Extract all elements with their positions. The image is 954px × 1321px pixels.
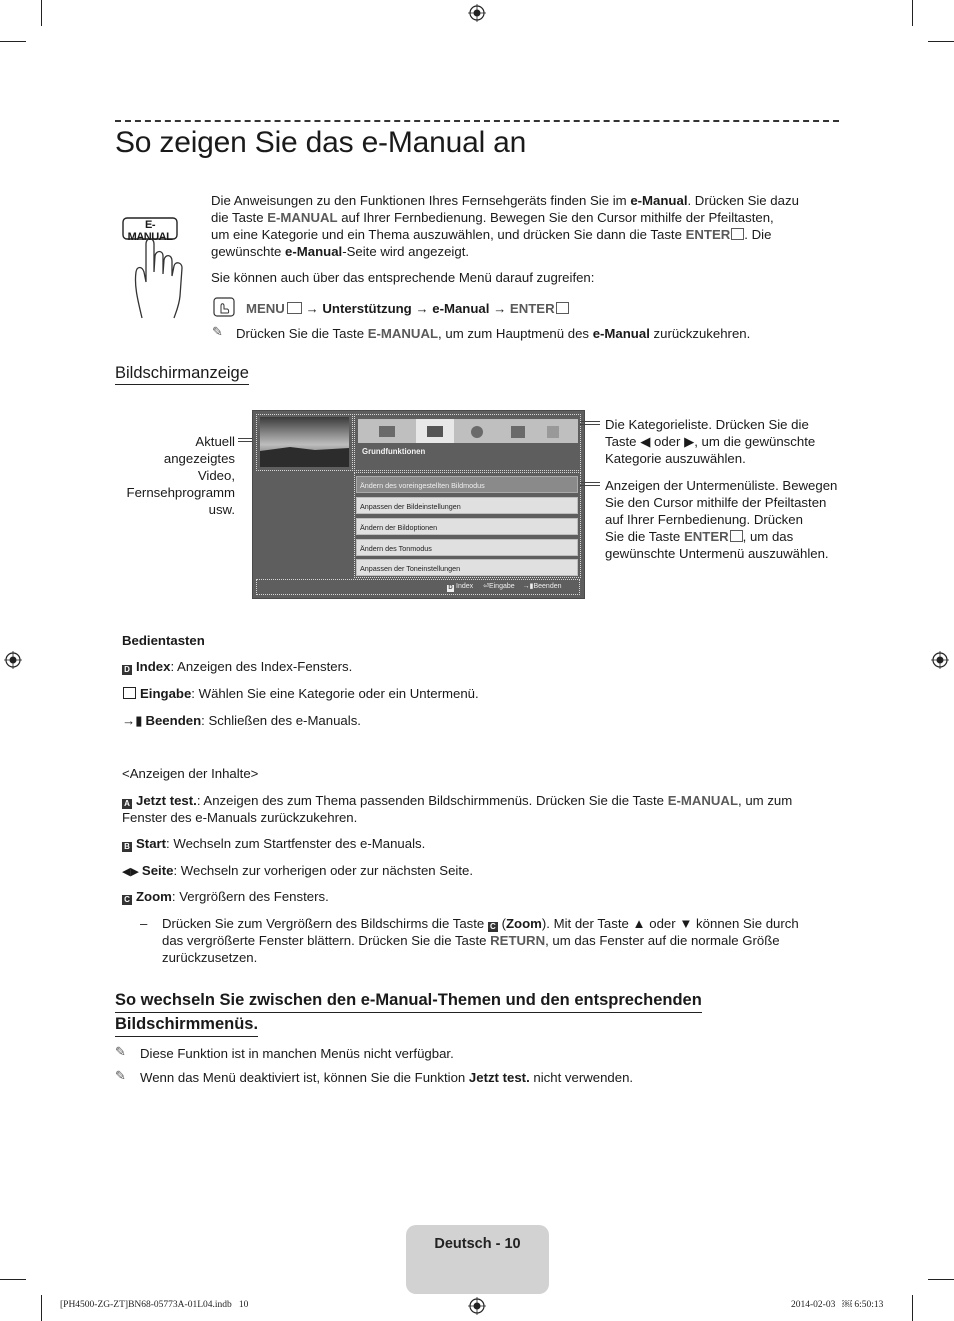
- zoom-note-dash: –: [140, 916, 148, 931]
- footer-file: [PH4500-ZG-ZT]BN68-05773A-01L04.indb 10: [60, 1300, 249, 1310]
- note-pencil-icon: ✎: [212, 324, 223, 339]
- callout-current-video: Aktuell angezeigtes Video, Fernsehprogramm usw.: [126, 434, 235, 517]
- enter-icon: [556, 302, 569, 314]
- submenu-item[interactable]: Ändern der Bildoptionen: [356, 518, 578, 535]
- note-pencil-icon: ✎: [115, 1044, 126, 1059]
- down-arrow-icon: ▼: [679, 916, 693, 931]
- category-icons: [371, 423, 581, 441]
- section-heading-screen: Bildschirmanzeige: [115, 364, 249, 385]
- note-menu-disabled: Wenn das Menü deaktiviert ist, können Sie die Funktion Jetzt test. nicht verwenden.: [140, 1070, 634, 1085]
- note-return-main: Drücken Sie die Taste E-MANUAL, um zum Hauptmenü des e-Manual zurückzukehren.: [236, 326, 751, 341]
- intro-paragraph: Die Anweisungen zu den Funktionen Ihres Fernsehgeräts finden Sie im e-Manual. Drücken Sie dazu die Taste E-MANUAL auf Ihrer Fernbedienung. Bewegen Sie den Cursor mithilfe der Pfeiltasten, um eine Kategorie und ein Thema auszuwählen, und drücken Sie dann die Taste ENTER . Die gewünschte e-Manual-Seite wird angezeigt.: [211, 193, 799, 259]
- key-index-row: D Index: Anzeigen des Index-Fensters.: [122, 658, 352, 675]
- note-pencil-icon: ✎: [115, 1068, 126, 1083]
- c-key-icon: C: [122, 895, 132, 905]
- a-key-icon: A: [122, 799, 132, 809]
- c-key-icon: C: [488, 922, 498, 932]
- crop-mark: [912, 0, 913, 26]
- crop-mark: [928, 41, 954, 42]
- callout-submenu-list: Anzeigen der Untermenüliste. Bewegen Sie den Cursor mithilfe der Pfeiltasten auf Ihrer Fernbedienung. Drücken Sie die Taste ENTER , um das gewünschte Untermenü auszuwählen.: [605, 478, 838, 561]
- registration-mark-icon: [4, 651, 22, 669]
- enter-icon: [123, 687, 136, 699]
- crop-mark: [928, 1279, 954, 1280]
- crop-mark: [41, 1295, 42, 1321]
- left-arrow-icon: ◀: [640, 434, 651, 449]
- home-row: B Start: Wechseln zum Startfenster des e-Manuals.: [122, 835, 425, 852]
- page-row: ◀▶ Seite: Wechseln zur vorherigen oder zur nächsten Seite.: [122, 863, 474, 878]
- intro-access-text: Sie können auch über das entsprechende Menü darauf zugreifen:: [211, 270, 595, 285]
- up-arrow-icon: ▲: [632, 916, 646, 931]
- try-now-row: A Jetzt test.: Anzeigen des zum Thema passenden Bildschirmmenüs. Drücken Sie die Taste E-MANUAL, um zum Fenster des e-Manuals zurückzukehren.: [122, 793, 793, 825]
- submenu-item[interactable]: Anpassen der Bildeinstellungen: [356, 497, 578, 514]
- enter-icon: [731, 228, 744, 240]
- d-key-icon: D: [122, 665, 132, 675]
- bottom-bar-enter[interactable]: Eingabe: [488, 583, 515, 590]
- registration-mark-icon: [468, 4, 486, 22]
- right-arrow-icon: ▶: [684, 434, 695, 449]
- remote-touch-icon: [213, 297, 235, 317]
- registration-mark-icon: [468, 1297, 486, 1315]
- keys-heading: Bedientasten: [122, 633, 205, 648]
- emanual-screen-mockup: [252, 410, 585, 599]
- zoom-row: C Zoom: Vergrößern des Fensters.: [122, 888, 329, 905]
- footer-date: 2014-02-03 ￼ 6:50:13: [791, 1300, 884, 1310]
- crop-mark: [0, 1279, 26, 1280]
- bottom-bar: D Index ⏎Eingabe →▮Beenden: [448, 583, 562, 591]
- exit-icon: →▮: [122, 713, 143, 728]
- callout-leader: [580, 482, 600, 486]
- exit-icon: →▮: [522, 583, 534, 590]
- e-manual-button-label: E-MANUAL: [127, 219, 173, 243]
- submenu-item[interactable]: Anpassen der Toneinstellungen: [356, 559, 578, 576]
- crop-mark: [41, 0, 42, 26]
- callout-category-list: Die Kategorieliste. Drücken Sie die Taste ◀ oder ▶, um die gewünschte Kategorie auszuwählen.: [605, 417, 816, 466]
- left-right-arrow-icon: ◀▶: [122, 866, 139, 878]
- crop-mark: [912, 1295, 913, 1321]
- page-number: Deutsch - 10: [434, 1236, 521, 1252]
- video-thumbnail-icon: [260, 417, 349, 467]
- submenu-item[interactable]: Ändern des Tonmodus: [356, 539, 578, 556]
- bottom-bar-index[interactable]: Index: [456, 583, 474, 590]
- b-key-icon: B: [122, 842, 132, 852]
- section-heading-switch: So wechseln Sie zwischen den e-Manual-Themen und den entsprechenden Bildschirmmenüs.: [115, 989, 702, 1037]
- menu-path: MENU → Unterstützung → e-Manual → ENTER: [246, 300, 569, 317]
- title-rule: [115, 120, 839, 122]
- key-exit-row: →▮ Beenden: Schließen des e-Manuals.: [122, 713, 361, 728]
- enter-icon: [730, 530, 743, 542]
- crop-mark: [0, 41, 26, 42]
- enter-icon: ⏎: [483, 583, 489, 590]
- bottom-bar-exit[interactable]: Beenden: [533, 583, 562, 590]
- zoom-note: Drücken Sie zum Vergrößern des Bildschirms die Taste C (Zoom). Mit der Taste ▲ oder ▼ können Sie durch das vergrößerte Fenster blättern. Drücken Sie die Taste RETURN, um das Fenster auf die normale Größe zurückzusetzen.: [162, 916, 799, 965]
- menu-grid-icon: [287, 302, 302, 314]
- key-enter-row: Eingabe: Wählen Sie eine Kategorie oder ein Untermenü.: [122, 685, 479, 702]
- category-label: Grundfunktionen: [362, 447, 426, 456]
- registration-mark-icon: [931, 651, 949, 669]
- page-title: So zeigen Sie das e-Manual an: [115, 126, 527, 159]
- submenu-item[interactable]: Ändern des voreingestellten Bildmodus: [356, 476, 578, 493]
- callout-leader: [580, 421, 600, 425]
- contents-heading: <Anzeigen der Inhalte>: [122, 766, 259, 781]
- note-not-available: Diese Funktion ist in manchen Menüs nicht verfügbar.: [140, 1046, 454, 1061]
